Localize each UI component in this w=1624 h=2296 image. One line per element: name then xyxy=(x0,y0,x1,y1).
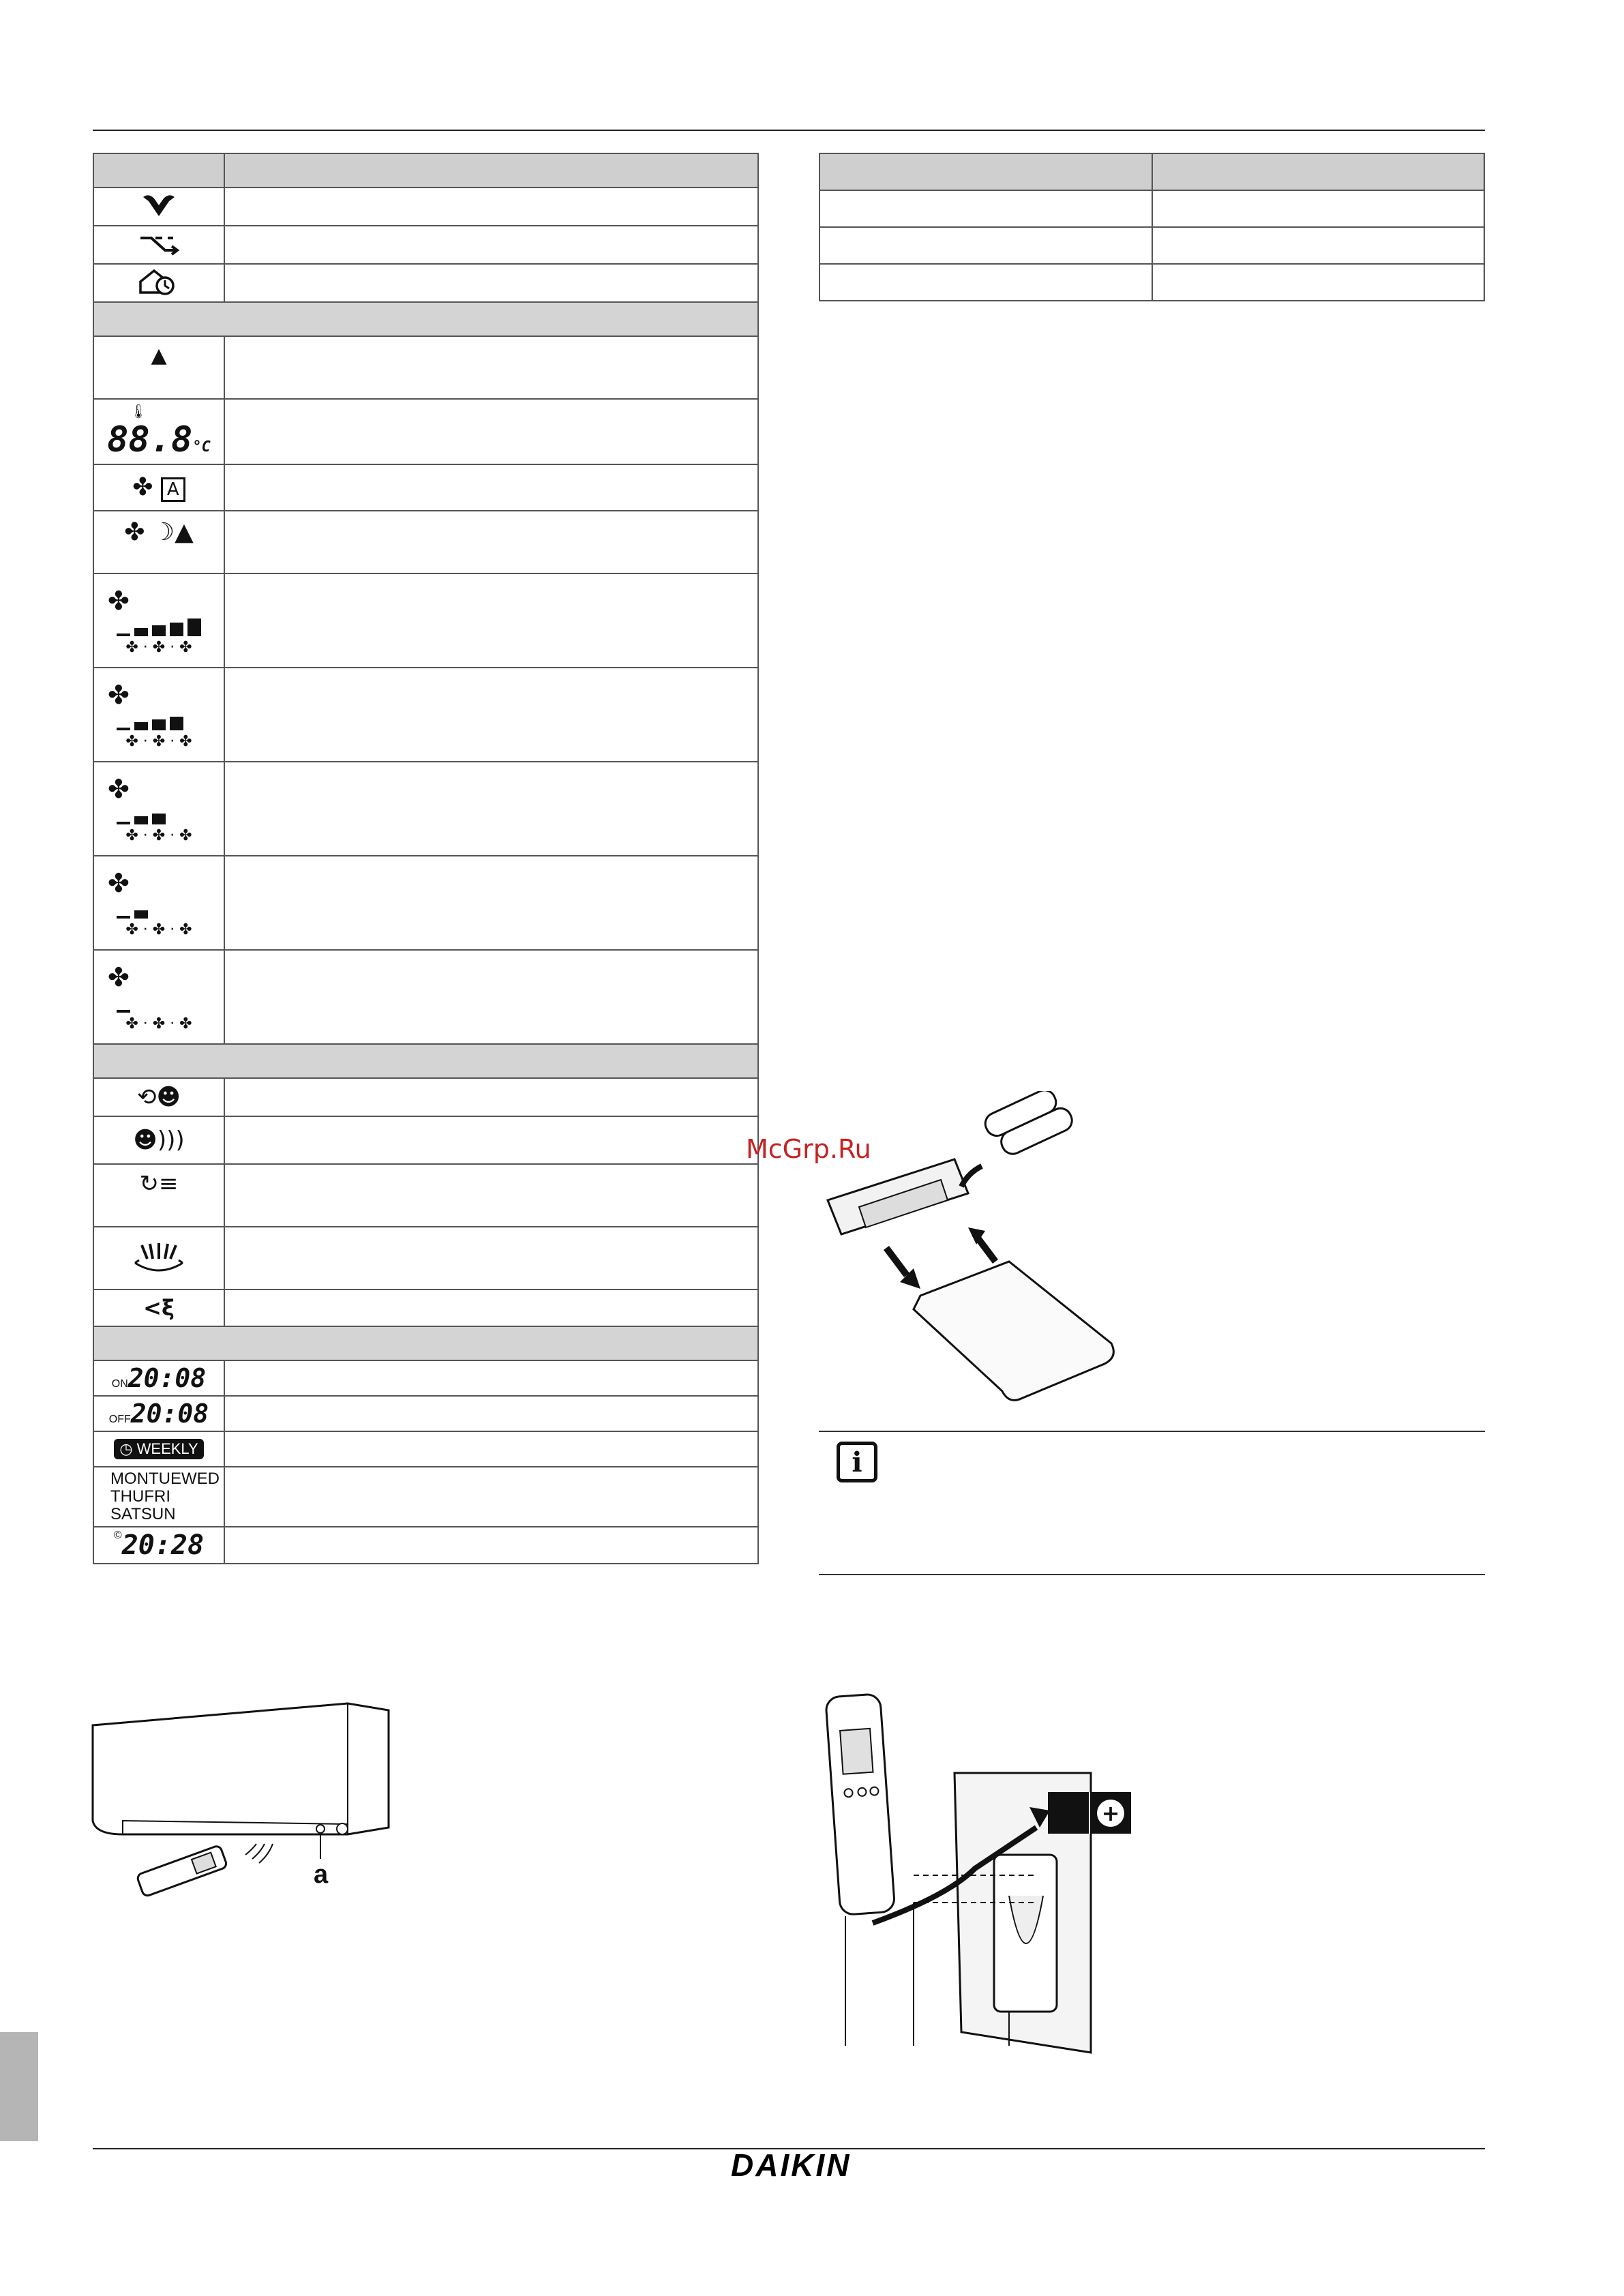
temperature-display-icon: 88.8°C xyxy=(107,419,211,460)
fan-speed-1-icon: ✤ ✤ · ✤ · ✤ xyxy=(108,961,192,1032)
weekdays-icon: MONTUEWED THUFRI SATSUN xyxy=(110,1470,220,1523)
clock-icon: ©20:28 xyxy=(113,1530,205,1561)
label-a: a xyxy=(314,1860,329,1889)
fan-speed-3-icon: ✤ ✤ · ✤ · ✤ xyxy=(108,773,192,844)
wall-mount-illustration xyxy=(811,1691,1152,2059)
right-table-header-1 xyxy=(819,153,1152,190)
right-table-header-2 xyxy=(1152,153,1485,190)
off-timer-icon: OFF20:08 xyxy=(108,1399,209,1429)
side-tab xyxy=(0,2032,38,2141)
section-header-4 xyxy=(93,1326,758,1360)
display-icons-table xyxy=(93,153,759,1564)
table-header-icon xyxy=(93,153,224,188)
right-info-table xyxy=(819,153,1485,301)
fan-speed-5-icon: ✤ ✤ · ✤ · ✤ xyxy=(94,586,224,656)
screw-plus-icon: + xyxy=(1089,1792,1131,1834)
thermometer-icon: 🌡 xyxy=(130,403,147,419)
mount-icon-box xyxy=(1048,1792,1131,1834)
section-header-3 xyxy=(93,1044,758,1078)
brand-logo: DAIKIN xyxy=(731,2147,852,2183)
person-sensor-icon: ⟲☻ xyxy=(137,1084,181,1111)
note-box xyxy=(819,1431,1485,1575)
home-leave-icon xyxy=(135,268,183,298)
battery-illustration xyxy=(818,1091,1132,1412)
watermark: McGrp.Ru xyxy=(746,1134,871,1164)
vertical-swing-icon: ↻≡ xyxy=(139,1170,179,1197)
triangle-icon: ▲ xyxy=(151,344,167,368)
info-icon: i xyxy=(837,1442,877,1482)
comfort-airflow-icon: <ξ xyxy=(143,1295,175,1321)
person-direct-airflow-icon: ☻))) xyxy=(133,1127,185,1154)
powerful-icon xyxy=(135,192,183,222)
indoor-unit-illustration xyxy=(89,1698,402,1916)
switch-icon xyxy=(135,231,183,258)
weekly-icon: ◷ WEEKLY xyxy=(114,1439,203,1459)
fan-quiet-icon: ✤ ☽▲ xyxy=(124,518,194,546)
fan-auto-icon: ✤ A xyxy=(132,473,185,502)
header-rule xyxy=(93,130,1485,131)
horizontal-swing-icon xyxy=(128,1240,190,1277)
mount-black-square xyxy=(1048,1792,1089,1834)
table-header-description xyxy=(224,153,758,188)
on-timer-icon: ON20:08 xyxy=(111,1363,207,1393)
section-header-2 xyxy=(93,302,758,336)
fan-speed-2-icon: ✤ ✤ · ✤ · ✤ xyxy=(108,867,192,938)
fan-speed-4-icon: ✤ ✤ · ✤ · ✤ xyxy=(108,679,192,750)
